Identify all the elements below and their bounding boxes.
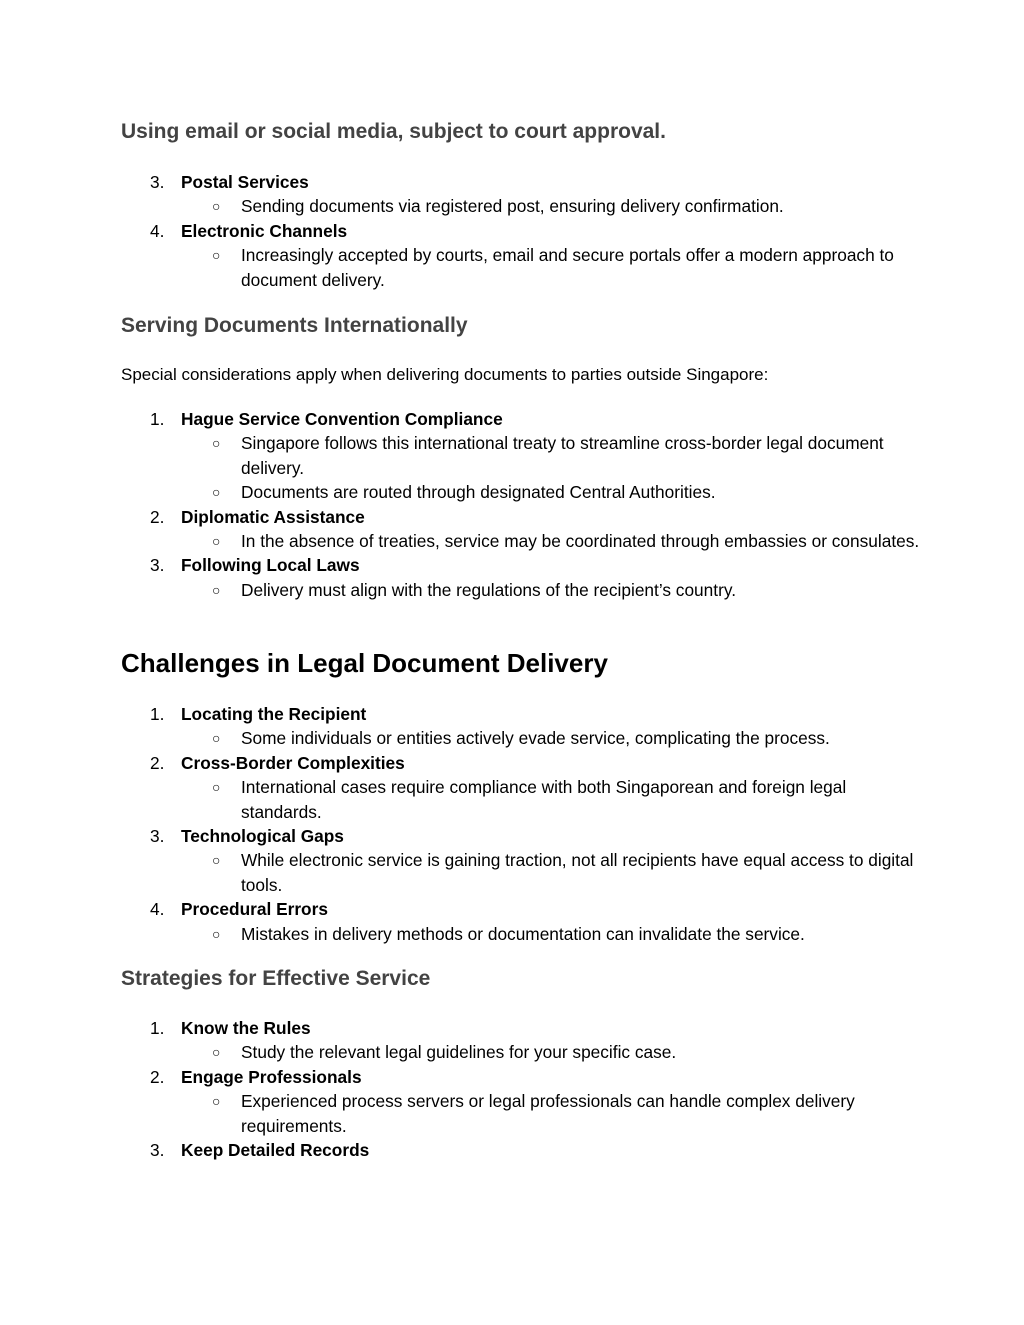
sub-list-item [181, 1089, 921, 1138]
list-number: 1. [150, 1018, 165, 1038]
hollow-circle-bullet-icon: ○ [212, 198, 221, 215]
sub-list-text: Study the relevant legal guidelines for your specific case. [241, 1042, 677, 1063]
heading-serving-internationally: Serving Documents Internationally [121, 314, 468, 337]
sub-list-item [181, 848, 921, 897]
sub-list [181, 194, 921, 218]
list-item-title: Electronic Channels [181, 220, 348, 241]
sub-list-text: Some individuals or entities actively evade service, complicating the process. [241, 728, 830, 749]
sub-list-item [181, 243, 921, 292]
list-strategies [121, 1016, 921, 1162]
hollow-circle-bullet-icon: ○ [212, 533, 221, 550]
sub-list-item [181, 775, 921, 824]
hollow-circle-bullet-icon: ○ [212, 581, 221, 598]
list-item [121, 751, 921, 824]
sub-list-item [181, 480, 921, 504]
heading-challenges: Challenges in Legal Document Delivery [121, 648, 608, 678]
sub-list-item [181, 431, 921, 480]
list-international [121, 407, 921, 602]
heading-email-social-media: Using email or social media, subject to court approval. [121, 120, 666, 143]
sub-list-text: Singapore follows this international treaty to streamline cross-border legal document delivery. [241, 433, 884, 478]
list-item [121, 219, 921, 292]
hollow-circle-bullet-icon: ○ [212, 435, 221, 452]
sub-list-text: Sending documents via registered post, ensuring delivery confirmation. [241, 196, 784, 217]
list-item [121, 170, 921, 219]
list-number: 3. [150, 826, 165, 847]
list-number: 4. [150, 220, 165, 241]
heading-strategies: Strategies for Effective Service [121, 967, 431, 990]
list-item-title: Engage Professionals [181, 1066, 362, 1087]
list-number: 2. [150, 506, 165, 527]
list-number: 1. [150, 704, 165, 724]
list-item [121, 897, 921, 946]
hollow-circle-bullet-icon: ○ [212, 1044, 221, 1061]
list-item [121, 1138, 921, 1162]
hollow-circle-bullet-icon: ○ [212, 925, 221, 942]
list-number: 3. [150, 172, 165, 192]
list-methods [121, 170, 921, 292]
sub-list-text: Documents are routed through designated Central Authorities. [241, 482, 716, 503]
sub-list-text: International cases require compliance with both Singaporean and foreign legal standards. [241, 777, 847, 822]
hollow-circle-bullet-icon: ○ [212, 779, 221, 796]
list-item-title: Cross-Border Complexities [181, 752, 405, 773]
list-number: 4. [150, 899, 165, 920]
list-item [121, 702, 921, 751]
sub-list-text: While electronic service is gaining traction, not all recipients have equal access to digital tools. [241, 850, 914, 895]
list-number: 2. [150, 752, 165, 773]
sub-list-text: In the absence of treaties, service may be coordinated through embassies or consulates. [241, 531, 920, 552]
hollow-circle-bullet-icon: ○ [212, 852, 221, 869]
list-number: 3. [150, 555, 165, 576]
sub-list [181, 775, 921, 824]
list-item [121, 1016, 921, 1065]
list-item-title: Technological Gaps [181, 826, 344, 847]
sub-list [181, 922, 921, 946]
sub-list-text: Experienced process servers or legal professionals can handle complex delivery requirements. [241, 1091, 855, 1136]
hollow-circle-bullet-icon: ○ [212, 730, 221, 747]
list-number: 2. [150, 1066, 165, 1087]
list-number: 1. [150, 409, 165, 429]
list-item [121, 407, 921, 505]
hollow-circle-bullet-icon: ○ [212, 484, 221, 501]
sub-list-text: Increasingly accepted by courts, email and secure portals offer a modern approach to document delivery. [241, 245, 894, 290]
sub-list [181, 726, 921, 750]
list-item-title: Know the Rules [181, 1018, 311, 1038]
sub-list [181, 848, 921, 897]
sub-list-item [181, 1040, 921, 1064]
sub-list [181, 578, 921, 602]
list-item-title: Diplomatic Assistance [181, 506, 365, 527]
sub-list-item [181, 922, 921, 946]
list-item-title: Keep Detailed Records [181, 1140, 370, 1161]
list-item-title: Locating the Recipient [181, 704, 367, 724]
sub-list-text: Delivery must align with the regulations of the recipient’s country. [241, 579, 736, 600]
list-item-title: Following Local Laws [181, 555, 360, 576]
list-item [121, 505, 921, 554]
sub-list [181, 431, 921, 504]
list-item-title: Procedural Errors [181, 899, 328, 920]
sub-list-item [181, 578, 921, 602]
list-item-title: Hague Service Convention Compliance [181, 409, 503, 429]
sub-list [181, 529, 921, 553]
sub-list [181, 243, 921, 292]
sub-list-text: Mistakes in delivery methods or documentation can invalidate the service. [241, 923, 805, 944]
sub-list-item [181, 529, 921, 553]
sub-list [181, 1040, 921, 1064]
list-item [121, 1065, 921, 1138]
sub-list-item [181, 726, 921, 750]
sub-list [181, 1089, 921, 1138]
sub-list-item [181, 194, 921, 218]
list-challenges [121, 702, 921, 946]
list-item [121, 824, 921, 897]
list-item-title: Postal Services [181, 172, 309, 192]
list-item [121, 553, 921, 602]
hollow-circle-bullet-icon: ○ [212, 1093, 221, 1110]
intro-international: Special considerations apply when delivering documents to parties outside Singapore: [121, 365, 769, 384]
list-number: 3. [150, 1140, 165, 1161]
hollow-circle-bullet-icon: ○ [212, 247, 221, 264]
